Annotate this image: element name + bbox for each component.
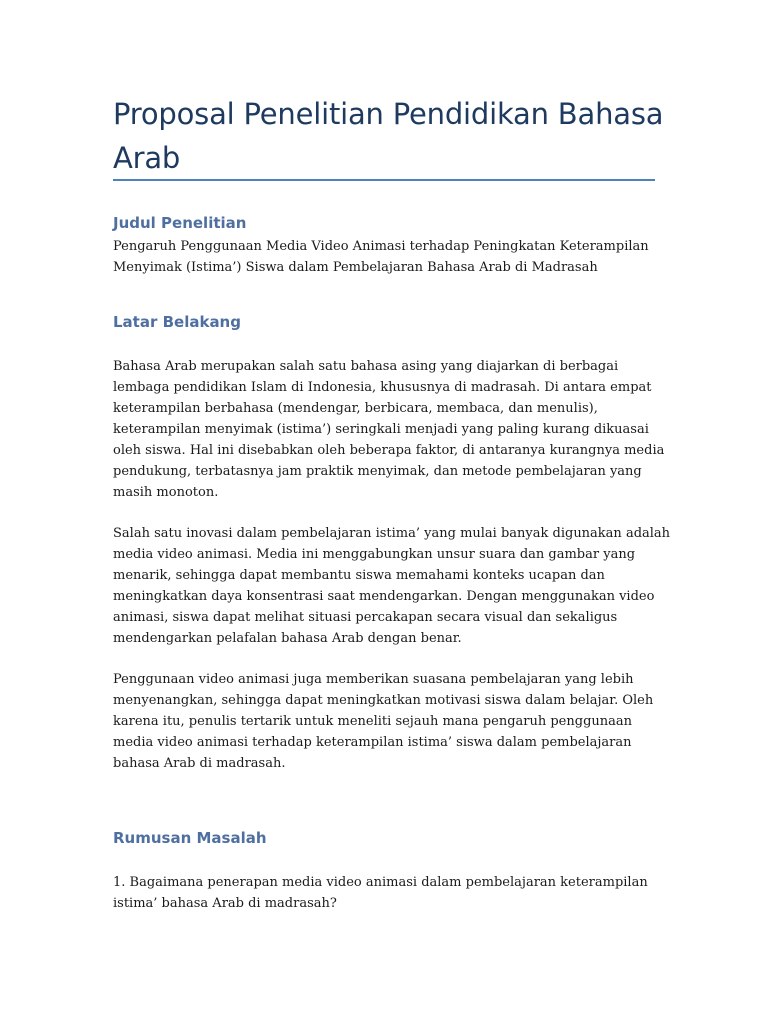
text-line: media video animasi. Media ini menggabungkan unsur suara dan gambar yang (113, 547, 636, 562)
text-line: menarik, sehingga dapat membantu siswa memahami konteks ucapan dan (113, 568, 605, 583)
text-line: media video animasi terhadap keterampilan istima’ siswa dalam pembelajaran (113, 735, 632, 750)
latar-paragraph-1 (113, 356, 665, 503)
text-line: 1. Bagaimana penerapan media video animasi dalam pembelajaran keterampilan (113, 875, 648, 890)
text-line: pendukung, terbatasnya jam praktik menyimak, dan metode pembelajaran yang (113, 464, 642, 479)
text-line: mendengarkan pelafalan bahasa Arab dengan benar. (113, 631, 462, 646)
text-line: bahasa Arab di madrasah. (113, 756, 286, 771)
text-line: animasi, siswa dapat melihat situasi percakapan secara visual dan sekaligus (113, 610, 618, 625)
text-line: Bahasa Arab merupakan salah satu bahasa asing yang diajarkan di berbagai (113, 359, 619, 374)
title-line: Proposal Penelitian Pendidikan Bahasa (113, 97, 664, 131)
text-line: Pengaruh Penggunaan Media Video Animasi terhadap Peningkatan Keterampilan (113, 239, 649, 254)
title-line: Arab (113, 141, 181, 175)
text-line: keterampilan menyimak (istima’) seringkali menjadi yang paling kurang dikuasai (113, 422, 649, 437)
document-title (113, 92, 664, 180)
text-line: oleh siswa. Hal ini disebabkan oleh beberapa faktor, di antaranya kurangnya media (113, 443, 665, 458)
latar-paragraph-2 (113, 523, 671, 649)
rumusan-item-1 (113, 872, 655, 914)
text-line: keterampilan berbahasa (mendengar, berbicara, membaca, dan menulis), (113, 401, 598, 416)
latar-paragraph-3 (113, 669, 655, 774)
text-line: lembaga pendidikan Islam di Indonesia, khususnya di madrasah. Di antara empat (113, 380, 652, 395)
title-divider (113, 179, 655, 181)
text-line: menyenangkan, sehingga dapat meningkatkan motivasi siswa dalam belajar. Oleh (113, 693, 654, 708)
judul-paragraph (113, 236, 655, 278)
text-line: Menyimak (Istima’) Siswa dalam Pembelajaran Bahasa Arab di Madrasah (113, 260, 598, 275)
text-line: Penggunaan video animasi juga memberikan suasana pembelajaran yang lebih (113, 672, 634, 687)
text-line: masih monoton. (113, 485, 219, 500)
heading-latar-belakang: Latar Belakang (113, 313, 241, 331)
text-line: meningkatkan daya konsentrasi saat mendengarkan. Dengan menggunakan video (113, 589, 655, 604)
text-line: Salah satu inovasi dalam pembelajaran istima’ yang mulai banyak digunakan adalah (113, 526, 671, 541)
heading-rumusan-masalah: Rumusan Masalah (113, 829, 267, 847)
text-line: karena itu, penulis tertarik untuk meneliti sejauh mana pengaruh penggunaan (113, 714, 633, 729)
heading-judul-penelitian: Judul Penelitian (113, 214, 247, 232)
text-line: istima’ bahasa Arab di madrasah? (113, 896, 337, 911)
